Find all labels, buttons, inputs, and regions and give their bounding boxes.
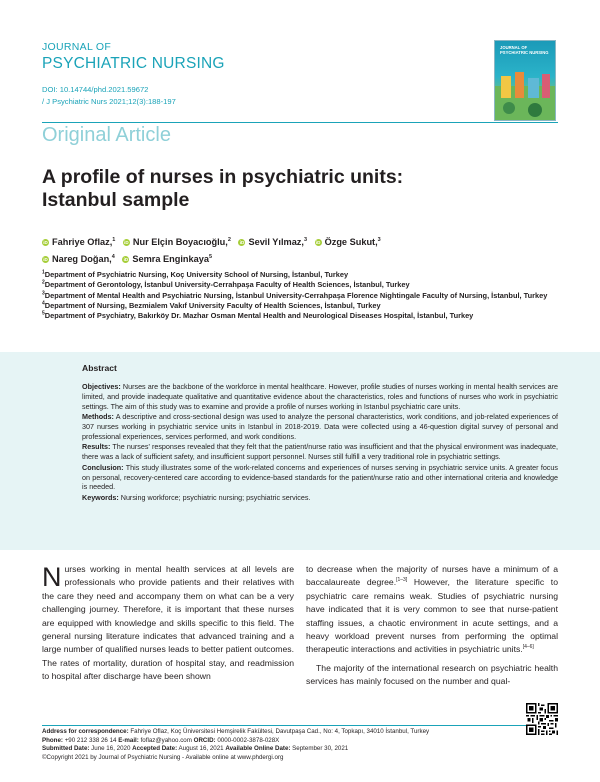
- abstract-objectives: Objectives: Nurses are the backbone of the workforce in mental healthcare. However, profile studies of nurses working in mental health services are limited, and provide inadequate qualitative and quantitative evidence about the characteristics, roles and functions of nurses who work in psychiatric settings. The aim of this study was to examine and provide a profile of nurses working in Istanbul psychiatric care units.: [82, 381, 558, 411]
- footer-rule: [42, 725, 558, 726]
- author: iD Nur Elçin Boyacıoğlu,$^2$: [124, 236, 231, 247]
- affiliation: $^3$Department of Mental Health and Psychiatric Nursing, İstanbul University-Cerrahpaşa Florence Nightingale Faculty of Nursing, İstanbul, Turkey: [42, 290, 548, 300]
- qr-code-icon[interactable]: [526, 703, 558, 735]
- journal-kicker: JOURNAL OF: [42, 41, 112, 53]
- title-line-1: A profile of nurses in psychiatric units:: [42, 166, 404, 188]
- affiliation: $^1$Department of Psychiatric Nursing, Koç University School of Nursing, İstanbul, Turkey: [42, 269, 349, 279]
- citation: / J Psychiatric Nurs 2021;12(3):188-197: [42, 97, 176, 106]
- journal-name: PSYCHIATRIC NURSING: [42, 55, 225, 72]
- affiliation: $^4$Department of Nursing, Bezmialem Vakıf University Faculty of Health Sciences, İstanbul, Turkey: [42, 300, 381, 310]
- cover-title: JOURNAL OF PSYCHIATRIC NURSING: [500, 45, 549, 55]
- orcid-icon[interactable]: iD: [124, 240, 129, 245]
- author: iD Özge Sukut,$^3$: [315, 236, 381, 247]
- contact-line: Phone: +90 212 338 26 14 E-mail: foflaz@yahoo.com ORCID: 0000-0002-3878-028X: [42, 736, 280, 744]
- author: iD Nareg Doğan,$^4$: [43, 253, 115, 264]
- abstract-methods: Methods: A descriptive and cross-sectional design was used to analyze the personal characteristics, work conditions, and job-related experiences of 307 nurses working in psychiatric service units in Istanbul in 2018-2019. Data were collected using a 46-question digital survey of personal and professional experiences, services performed, and work conditions.: [82, 412, 558, 441]
- orcid-icon[interactable]: iD: [315, 240, 321, 245]
- abstract-keywords: Keywords: Nursing workforce; psychiatric nursing; psychiatric services.: [82, 493, 311, 503]
- abstract-heading: Abstract: [82, 363, 117, 373]
- doi-block: [42, 84, 176, 108]
- body-paragraph: to decrease when the majority of nurses have a minimum of a baccalaureate degree.[1–3] However, the literature specific to psychiatric care remains weak. Studies of psychiatric nursing have indicated that it is very common to see that nurse-patient staffing issues, a chaotic environment in acute settings, and a heavy workload prevent nurses from performing the optimal therapeutic interactions and activities in psychiatric units.[4–6]: [306, 564, 558, 655]
- journal-cover-image: [494, 40, 556, 121]
- orcid-icon[interactable]: iD: [123, 256, 129, 262]
- abstract: [82, 364, 558, 504]
- correspondence-address: Address for correspondence: Fahriye Oflaz, Koç Üniversitesi Hemşirelik Fakültesi, Davutpaşa Cad., No: 4, Topkapı, 34010 İstanbul, Turkey: [42, 728, 430, 735]
- email-link[interactable]: foflaz@yahoo.com: [138, 736, 194, 744]
- title-line-2: Istanbul sample: [42, 189, 190, 211]
- header-rule: [42, 122, 558, 123]
- footer: [42, 728, 502, 762]
- abstract-conclusion: Conclusion: This study illustrates some of the work-related concerns and experiences of nurses serving in psychiatric service units. A greater focus on personal, recovery-centered care according to evidence-based standards for the patient/nurse ratio and other international criteria and knowledge is needed.: [82, 462, 558, 492]
- cover-artwork: [495, 68, 555, 120]
- orcid-icon[interactable]: iD: [43, 240, 48, 245]
- orcid-icon[interactable]: iD: [239, 240, 245, 245]
- author: iD Fahriye Oflaz,$^1$: [43, 236, 116, 247]
- affiliation: $^2$Department of Gerontology, İstanbul University-Cerrahpaşa Faculty of Health Sciences, İstanbul, Turkey: [42, 279, 410, 290]
- doi[interactable]: DOI: 10.14744/phd.2021.59672: [42, 85, 149, 94]
- body-paragraph: Nurses working in mental health services at all levels are professionals who provide patients and their relatives with the care they need and accompany them on what can be a very challenging journey. Therefore, it is important that these nurses are equipped with knowledge and skills specific to this field. The general nursing literature indicates that advanced training and a large number of qualified nurses leads to better patient outcomes. The rates of mortality, duration of hospital stay, and readmission to hospital after discharge have been shown: [42, 562, 294, 682]
- article-title: [42, 166, 562, 212]
- author-list: [42, 234, 562, 267]
- body-column-right: [306, 563, 558, 694]
- affiliation: $^5$Department of Psychiatry, Bakırköy Dr. Mazhar Osman Mental Health and Neurological Diseases Hospital, İstanbul, Turkey: [42, 310, 474, 321]
- drop-cap: N: [42, 562, 62, 592]
- copyright: ©Copyright 2021 by Journal of Psychiatric Nursing - Available online at www.phdergi.org: [42, 753, 284, 761]
- abstract-results: Results: The nurses' responses revealed that they felt that the patient/nurse ratio was insufficient and that the physical environment was inadequate, there was a lack of sufficient safety, and insufficient support personnel. Nurses still fulfill a very traditional role in psychiatric settings.: [82, 442, 558, 462]
- article-type: Original Article: [42, 124, 171, 146]
- author: iD Semra Enginkaya$^5$: [123, 253, 213, 264]
- author: iD Sevil Yılmaz,$^3$: [239, 236, 308, 247]
- dates-line: Submitted Date: June 16, 2020 Accepted Date: August 16, 2021 Available Online Date: September 30, 2021: [42, 745, 349, 753]
- orcid-icon[interactable]: iD: [43, 256, 48, 262]
- body-paragraph: The majority of the international research on psychiatric health services has mainly focused on the number and qual-: [306, 662, 558, 687]
- body-column-left: [42, 563, 294, 689]
- affiliation-list: [42, 270, 558, 321]
